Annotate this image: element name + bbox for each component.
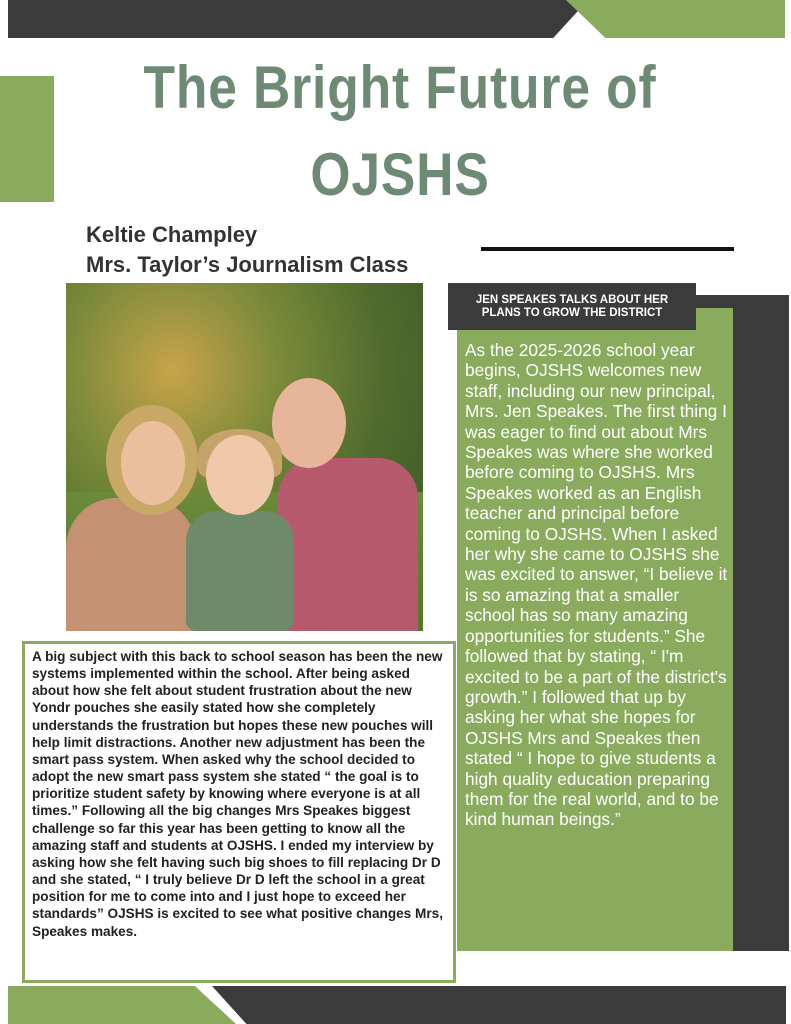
- bottom-green-banner: [8, 986, 236, 1024]
- page-title: The Bright Future of OJSHS: [143, 54, 657, 208]
- article-body-text: A big subject with this back to school season has been the new systems implemented within the school. After being asked about how she felt about student frustration about the new Yondr pouches she easily stated how she completely understands the frustration but hopes these new pouches will help limit distractions. Another new adjustment has been the smart pass system. When asked why the school decided to adopt the new smart pass system she stated “ the goal is to prioritize student safety by knowing where everyone is at all times.” Following all the big changes Mrs Speakes biggest challenge so far this year has been getting to know all the amazing staff and students at OJSHS. I ended my interview by asking how she felt having such big shoes to fill replacing Dr D and she stated, “ I truly believe Dr D left the school in a great position for me to come into and I just hope to exceed her standards” OJSHS is excited to see what positive changes Mrs, Speakes makes.: [32, 649, 443, 939]
- left-green-accent: [0, 76, 54, 202]
- bottom-dark-banner: [212, 986, 786, 1024]
- photo-figure: [206, 435, 274, 515]
- photo-figure: [272, 378, 346, 468]
- photo-figure: [66, 498, 196, 631]
- sidebar-label-text: JEN SPEAKES TALKS ABOUT HER PLANS TO GROW THE DISTRICT: [475, 293, 669, 319]
- byline: [86, 220, 408, 280]
- class-name: Mrs. Taylor’s Journalism Class: [86, 252, 409, 277]
- photo-figure: [278, 458, 418, 631]
- divider-rule: [481, 247, 734, 251]
- sidebar-body-text: As the 2025-2026 school year begins, OJSHS welcomes new staff, including our new principal, Mrs. Jen Speakes. The first thing I was eager to find out about Mrs Speakes was where she worked before coming to OJSHS. Mrs Speakes worked as an English teacher and principal before coming to OJSHS. When I asked her why she came to OJSHS she was excited to answer, “I believe it is so amazing that a smaller school has so many amazing opportunities for students.” She followed that by stating, “ I'm excited to be a part of the district's growth.” I followed that up by asking her what she hopes for OJSHS Mrs and Speakes then stated “ I hope to give students a high quality education preparing them for the real world, and to be kind human beings.”: [465, 340, 728, 830]
- photo-figure: [121, 421, 185, 505]
- article-body-box: [22, 641, 456, 983]
- top-green-banner: [566, 0, 785, 38]
- author-name: Keltie Champley: [86, 222, 258, 247]
- family-photo: [66, 283, 423, 631]
- top-dark-banner: [8, 0, 588, 38]
- sidebar-label: [448, 283, 696, 330]
- photo-figure: [186, 511, 294, 631]
